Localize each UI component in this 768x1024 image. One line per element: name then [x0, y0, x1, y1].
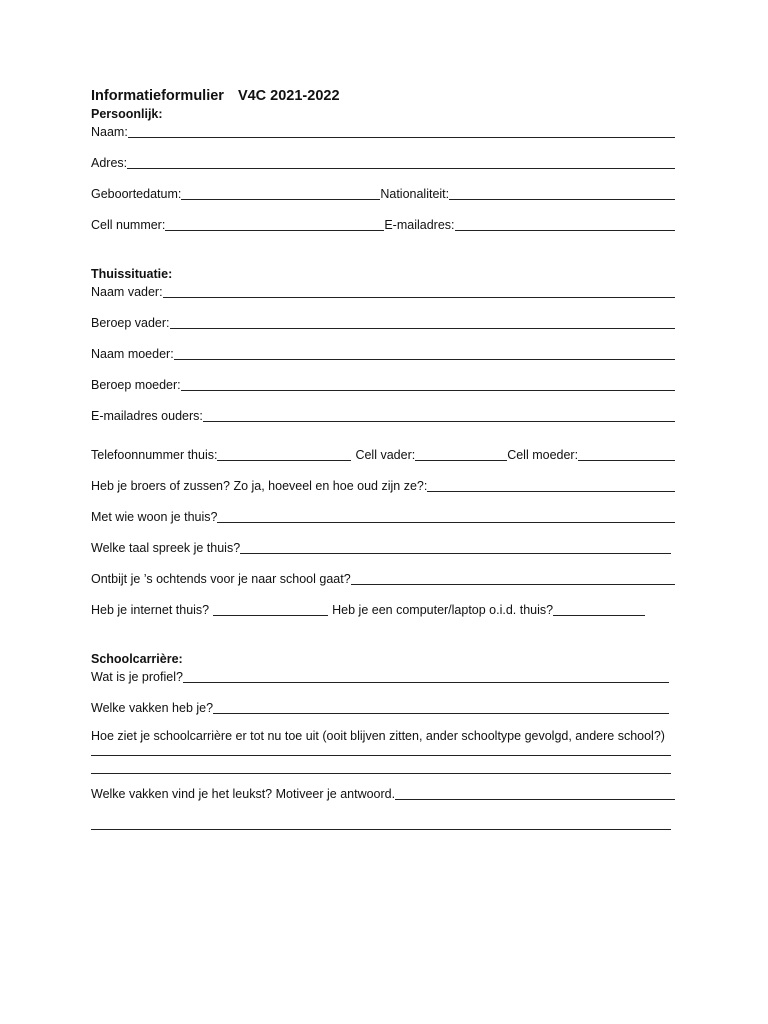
field-row-address [91, 153, 675, 171]
label-favorite: Welke vakken vind je het leukst? Motiveer je antwoord. [91, 787, 396, 801]
input-line-subjects[interactable] [213, 700, 669, 714]
label-career: Hoe ziet je schoolcarrière er tot nu toe uit (ooit blijven zitten, ander schooltype gevolgd, andere school?) [91, 729, 665, 743]
input-line-favorite-2[interactable] [91, 828, 671, 830]
label-father-cell: Cell vader: [355, 448, 416, 462]
input-line-siblings[interactable] [427, 478, 675, 492]
field-row-father-job [91, 313, 675, 331]
label-siblings: Heb je broers of zussen? Zo ja, hoeveel en hoe oud zijn ze?: [91, 479, 428, 493]
label-internet: Heb je internet thuis? [91, 603, 210, 617]
field-row-subjects [91, 698, 675, 716]
section-heading-personal: Persoonlijk: [91, 107, 163, 121]
label-breakfast: Ontbijt je ’s ochtends voor je naar school gaat? [91, 572, 351, 586]
section-heading-school: Schoolcarrière: [91, 652, 183, 666]
input-line-birthdate[interactable] [181, 186, 380, 200]
input-line-father-cell[interactable] [415, 447, 507, 461]
field-row-mother-job [91, 375, 675, 393]
class-year: V4C 2021-2022 [237, 88, 340, 104]
label-birthdate: Geboortedatum: [91, 187, 182, 201]
label-mother-name: Naam moeder: [91, 347, 174, 361]
label-parents-email: E-mailadres ouders: [91, 409, 203, 423]
label-email: E-mailadres: [384, 218, 455, 232]
field-row-parents-email [91, 406, 675, 424]
input-line-parents-email[interactable] [203, 408, 675, 422]
field-row-breakfast [91, 569, 675, 587]
input-line-breakfast[interactable] [351, 571, 675, 585]
input-line-favorite[interactable] [395, 786, 675, 800]
input-line-address[interactable] [127, 155, 675, 169]
label-father-name: Naam vader: [91, 285, 163, 299]
input-line-name[interactable] [128, 124, 675, 138]
field-row-cell-email [91, 215, 675, 233]
field-row-lives-with [91, 507, 675, 525]
field-row-father-name [91, 282, 675, 300]
input-line-computer[interactable] [553, 602, 645, 616]
label-nationality: Nationaliteit: [380, 187, 450, 201]
input-line-internet[interactable] [213, 602, 328, 616]
input-line-mother-job[interactable] [181, 377, 675, 391]
label-mother-job: Beroep moeder: [91, 378, 181, 392]
input-line-nationality[interactable] [449, 186, 675, 200]
label-language: Welke taal spreek je thuis? [91, 541, 241, 555]
input-line-email[interactable] [455, 217, 676, 231]
label-lives-with: Met wie woon je thuis? [91, 510, 218, 524]
field-row-profile [91, 667, 675, 685]
form-title [91, 86, 675, 106]
label-cell: Cell nummer: [91, 218, 166, 232]
label-address: Adres: [91, 156, 128, 170]
input-line-language[interactable] [240, 540, 671, 554]
label-subjects: Welke vakken heb je? [91, 701, 214, 715]
field-row-favorite [91, 784, 675, 802]
field-row-siblings [91, 476, 675, 494]
input-line-mother-name[interactable] [174, 346, 675, 360]
label-name: Naam: [91, 125, 128, 139]
field-row-language [91, 538, 675, 556]
label-home-phone: Telefoonnummer thuis: [91, 448, 218, 462]
input-line-father-name[interactable] [163, 284, 675, 298]
form-title-text: Informatieformulier [91, 88, 224, 104]
form-page [91, 86, 675, 830]
input-line-father-job[interactable] [170, 315, 675, 329]
label-father-job: Beroep vader: [91, 316, 170, 330]
section-heading-home: Thuissituatie: [91, 267, 173, 281]
field-row-phones [91, 445, 675, 463]
field-row-mother-name [91, 344, 675, 362]
field-row-birthdate-nationality [91, 184, 675, 202]
input-line-profile[interactable] [183, 669, 669, 683]
field-row-name [91, 122, 675, 140]
label-profile: Wat is je profiel? [91, 670, 183, 684]
field-row-internet-computer [91, 600, 675, 618]
label-mother-cell: Cell moeder: [507, 448, 579, 462]
input-line-lives-with[interactable] [217, 509, 675, 523]
input-line-home-phone[interactable] [217, 447, 351, 461]
input-line-mother-cell[interactable] [578, 447, 675, 461]
label-computer: Heb je een computer/laptop o.i.d. thuis? [332, 603, 554, 617]
input-line-cell[interactable] [165, 217, 384, 231]
